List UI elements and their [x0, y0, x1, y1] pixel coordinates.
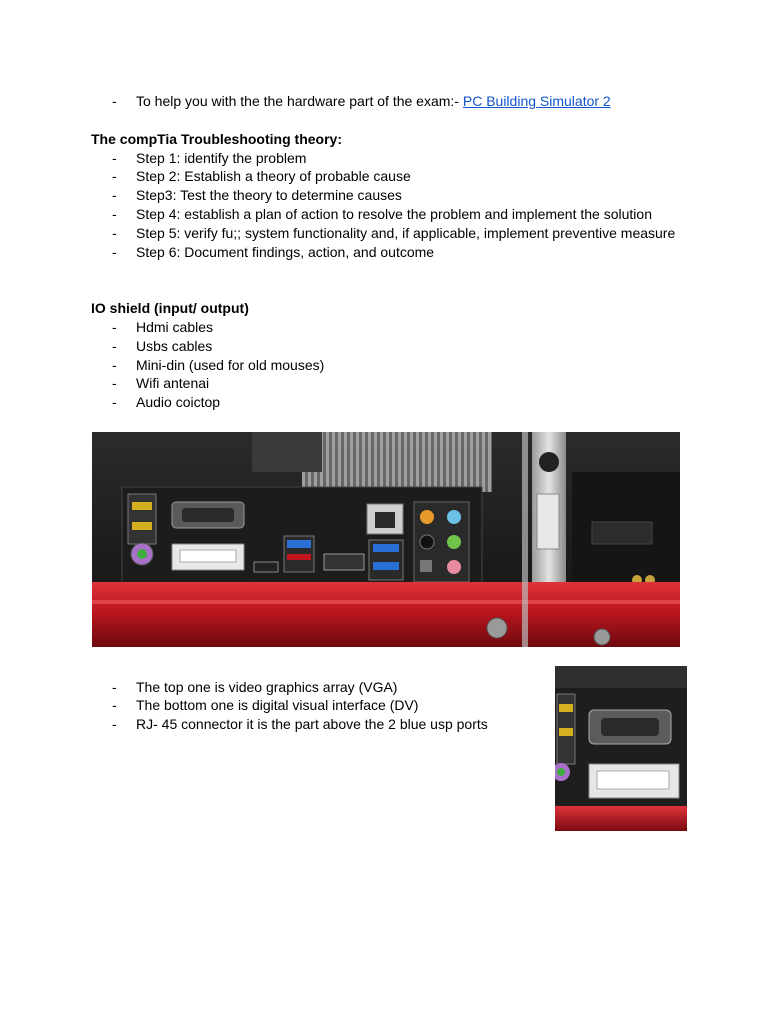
- list-item-text: Wifi antenai: [136, 375, 210, 391]
- io-shield-heading: IO shield (input/ output): [91, 300, 249, 316]
- list-item-text: Step 2: Establish a theory of probable cause: [136, 168, 411, 184]
- intro-text: To help you with the the hardware part of the exam:-: [136, 93, 463, 109]
- list-item-text: Mini-din (used for old mouses): [136, 357, 325, 373]
- list-item-text: Step 1: identify the problem: [136, 150, 307, 166]
- list-item-text: Step 6: Document findings, action, and outcome: [136, 244, 435, 260]
- troubleshooting-heading: The compTia Troubleshooting theory:: [91, 131, 342, 147]
- list-item-text: RJ- 45 connector it is the part above the 2 blue usp ports: [136, 716, 488, 732]
- list-item-text: Audio coictop: [136, 394, 221, 410]
- bullet-dash: -: [112, 357, 117, 373]
- list-item-text: The bottom one is digital visual interface (DV): [136, 697, 419, 713]
- bullet-dash: -: [112, 93, 117, 109]
- bullet-dash: -: [112, 716, 117, 732]
- bullet-dash: -: [112, 225, 117, 241]
- list-item-text: Step 5: verify fu;; system functionality and, if applicable, implement preventive measure: [136, 225, 676, 241]
- motherboard-io-photo: [92, 432, 680, 647]
- list-item-text: Step3: Test the theory to determine causes: [136, 187, 402, 203]
- bullet-dash: -: [112, 394, 117, 410]
- bullet-dash: -: [112, 375, 117, 391]
- list-item-text: The top one is video graphics array (VGA): [136, 679, 398, 695]
- list-item-text: Step 4: establish a plan of action to resolve the problem and implement the solution: [136, 206, 652, 222]
- bullet-dash: -: [112, 319, 117, 335]
- bullet-dash: -: [112, 697, 117, 713]
- pc-building-simulator-link[interactable]: PC Building Simulator 2: [462, 93, 611, 109]
- bullet-dash: -: [112, 244, 117, 260]
- bullet-dash: -: [112, 150, 117, 166]
- bullet-dash: -: [112, 338, 117, 354]
- bullet-dash: -: [112, 168, 117, 184]
- bullet-dash: -: [112, 206, 117, 222]
- vga-dvi-closeup-photo: [555, 666, 687, 831]
- list-item-text: Usbs cables: [136, 338, 213, 354]
- list-item-text: Hdmi cables: [136, 319, 214, 335]
- bullet-dash: -: [112, 187, 117, 203]
- bullet-dash: -: [112, 679, 117, 695]
